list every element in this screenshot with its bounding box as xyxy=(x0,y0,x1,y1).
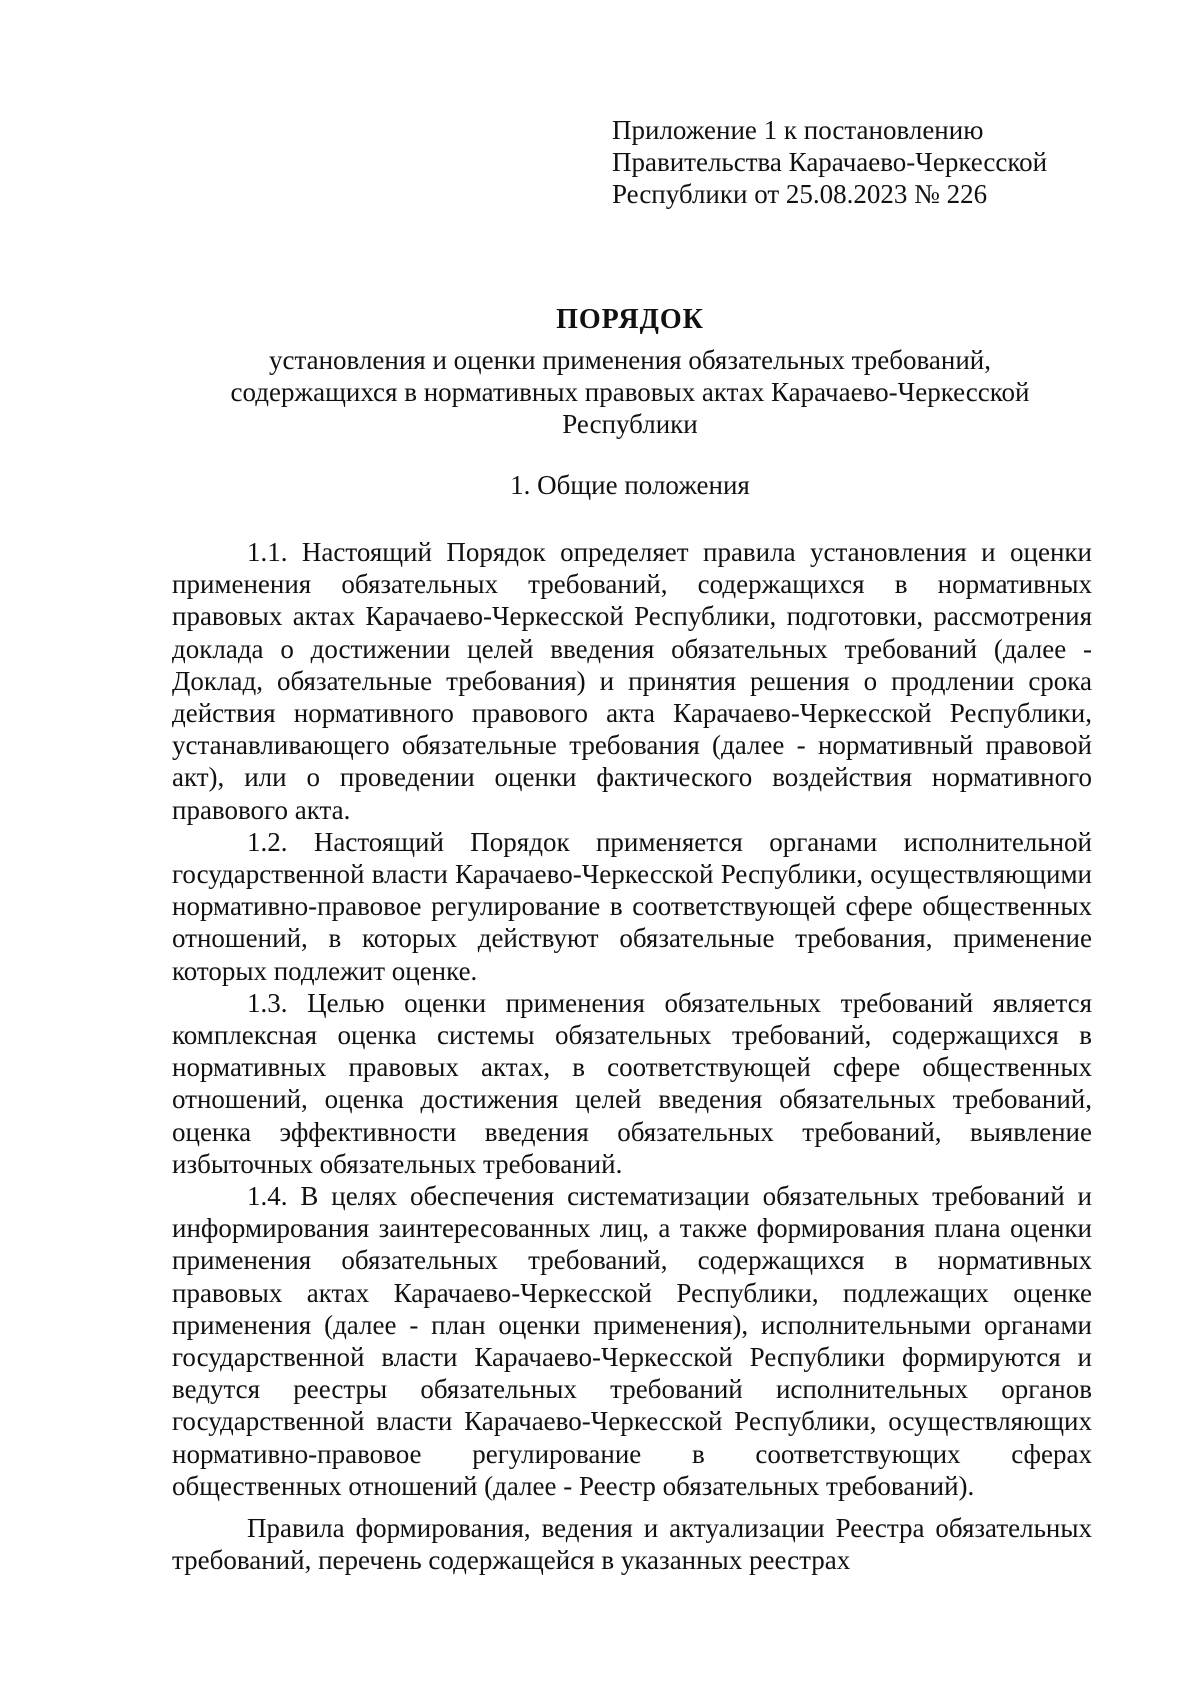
document-body xyxy=(172,536,1092,1577)
appendix-line-1: Приложение 1 к постановлению xyxy=(612,115,984,145)
paragraph-1-2: 1.2. Настоящий Порядок применяется органами исполнительной государственной власти Карачаево-Черкесской Республики, осуществляющими нормативно-правовое регулирование в соответствующей сфере общественных отношений, в которых действуют обязательные требования, применение которых подлежит оценке. xyxy=(172,826,1092,986)
document-subtitle-line-3: Республики xyxy=(562,409,698,439)
document-title-block xyxy=(150,304,1110,440)
appendix-reference xyxy=(612,114,1132,210)
appendix-line-3: Республики от 25.08.2023 № 226 xyxy=(612,179,988,209)
section-heading: 1. Общие положения xyxy=(510,470,750,500)
paragraph-rules: Правила формирования, ведения и актуализации Реестра обязательных требований, перечень содержащейся в указанных реестрах xyxy=(172,1513,1092,1576)
paragraph-1-1: 1.1. Настоящий Порядок определяет правила установления и оценки применения обязательных требований, содержащихся в нормативных правовых актах Карачаево-Черкесской Республики, подготовки, рассмотрения доклада о достижении целей введения обязательных требований (далее - Доклад, обязательные требования) и принятия решения о продлении срока действия нормативного правового акта Карачаево-Черкесской Республики, устанавливающего обязательные требования (далее - нормативный правовой акт), или о проведении оценки фактического воздействия нормативного правового акта. xyxy=(172,537,1092,825)
document-subtitle-line-1: установления и оценки применения обязательных требований, xyxy=(269,345,991,375)
paragraph-1-3: 1.3. Целью оценки применения обязательных требований является комплексная оценка системы обязательных требований, содержащихся в нормативных правовых актах, в соответствующей сфере общественных отношений, оценка достижения целей введения обязательных требований, оценка эффективности введения обязательных требований, выявление избыточных обязательных требований. xyxy=(172,987,1092,1179)
paragraph-1-4: 1.4. В целях обеспечения систематизации обязательных требований и информирования заинтересованных лиц, а также формирования плана оценки применения обязательных требований, содержащихся в нормативных правовых актах Карачаево-Черкесской Республики, подлежащих оценке применения (далее - план оценки применения), исполнительными органами государственной власти Карачаево-Черкесской Республики формируются и ведутся реестры обязательных требований исполнительных органов государственной власти Карачаево-Черкесской Республики, осуществляющих нормативно-правовое регулирование в соответствующих сферах общественных отношений (далее - Реестр обязательных требований). xyxy=(172,1181,1092,1501)
appendix-line-2: Правительства Карачаево-Черкесской xyxy=(612,147,1048,177)
document-title: ПОРЯДОК xyxy=(556,304,704,335)
document-subtitle-line-2: содержащихся в нормативных правовых актах Карачаево-Черкесской xyxy=(230,377,1030,407)
